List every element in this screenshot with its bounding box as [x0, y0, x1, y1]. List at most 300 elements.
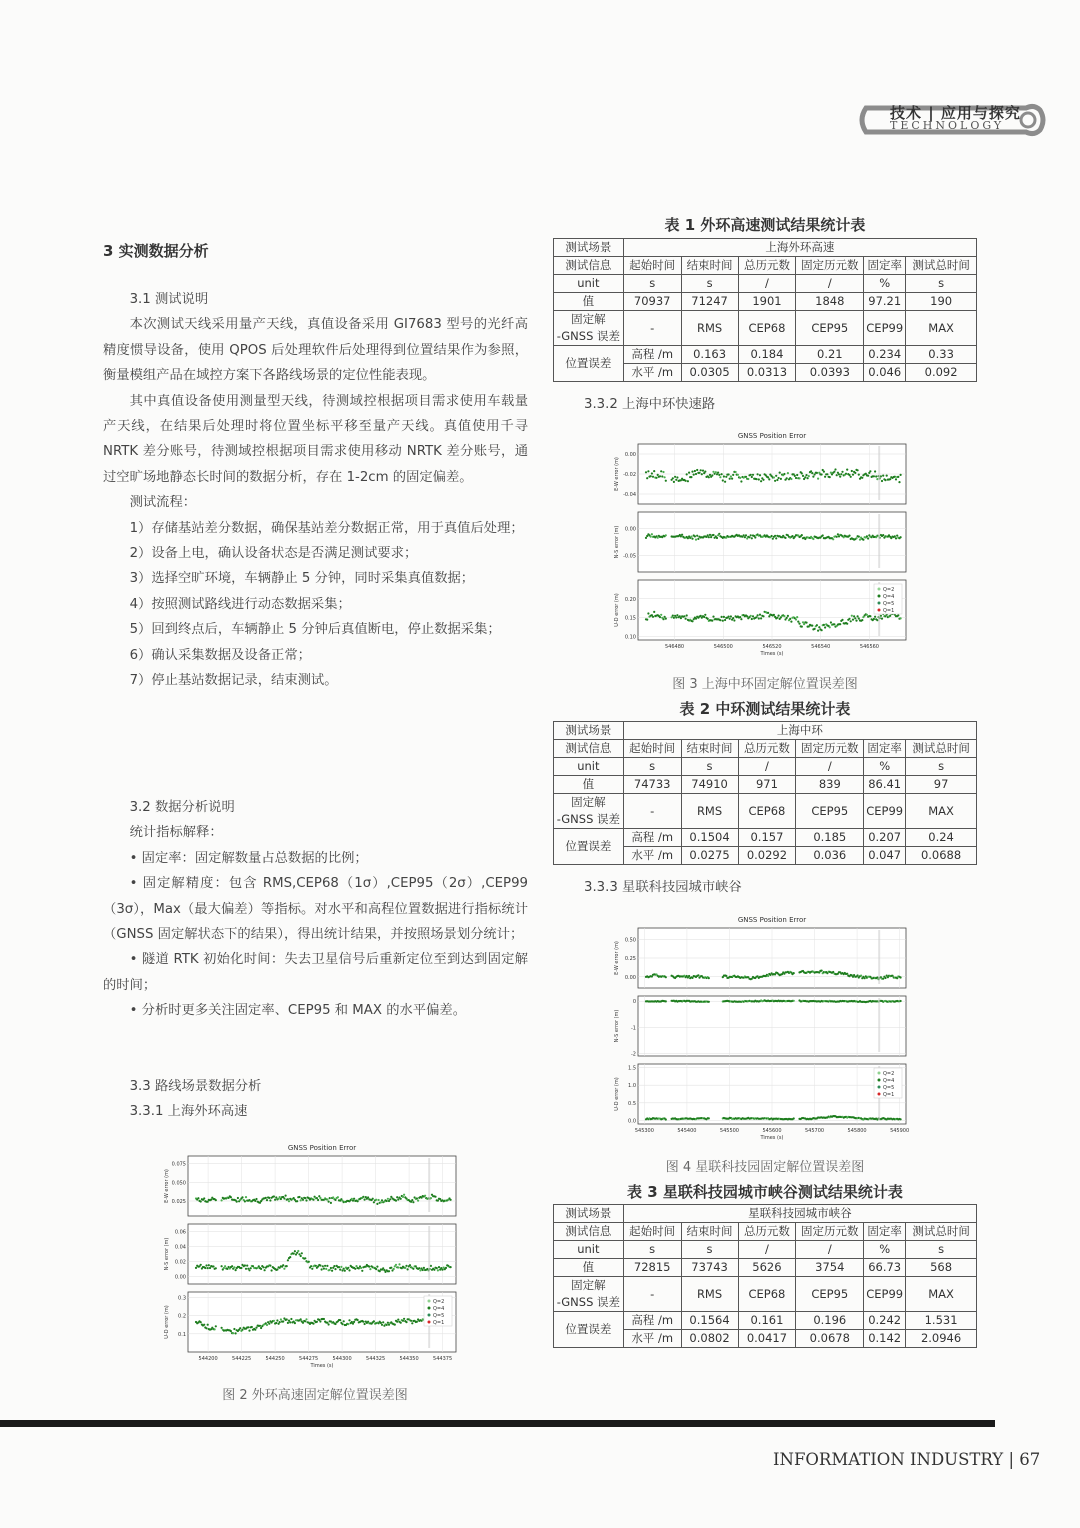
data-point	[729, 478, 731, 480]
data-point	[900, 474, 902, 476]
data-point	[400, 1198, 402, 1200]
metric-header: CEP99	[864, 311, 906, 346]
table-row-label: 测试信息	[554, 1223, 624, 1241]
data-point	[805, 622, 807, 624]
data-point	[759, 614, 761, 616]
data-point	[197, 1197, 199, 1199]
data-point	[647, 470, 649, 472]
data-point	[867, 475, 869, 477]
data-point	[652, 616, 654, 618]
data-point	[319, 1197, 321, 1199]
data-point	[205, 1327, 207, 1329]
data-point	[400, 1322, 402, 1324]
y-tick-label: 0.00	[174, 1274, 186, 1281]
data-point	[241, 1196, 243, 1198]
y-tick-label: 0.06	[174, 1229, 186, 1236]
data-point	[326, 1322, 328, 1324]
table-row-label: 水平 /m	[623, 1330, 681, 1348]
data-point	[273, 1195, 275, 1197]
data-point	[757, 614, 759, 616]
data-point	[282, 1264, 284, 1266]
table-cell: 0.157	[738, 829, 796, 847]
data-point	[725, 476, 727, 478]
column-header: 起始时间	[623, 1223, 681, 1241]
data-point	[778, 615, 780, 617]
data-point	[317, 1199, 319, 1201]
legend-label: Q=5	[883, 1085, 895, 1091]
data-point	[423, 1267, 425, 1269]
data-point	[841, 619, 843, 621]
table-cell: /	[738, 1241, 796, 1259]
subsection-title: 3.1 测试说明	[129, 292, 209, 307]
data-point	[786, 477, 788, 479]
chart-title: GNSS Position Error	[287, 1144, 357, 1152]
data-point	[752, 615, 754, 617]
data-point	[334, 1268, 336, 1270]
data-point	[821, 473, 823, 475]
data-point	[326, 1198, 328, 1200]
data-point	[759, 474, 761, 476]
data-point	[701, 473, 703, 475]
data-point	[807, 477, 809, 479]
table-row-label: 高程 /m	[623, 829, 681, 847]
metric-header: MAX	[906, 311, 977, 346]
data-point	[289, 1256, 291, 1258]
data-point	[361, 1270, 363, 1272]
y-axis-label: U-D error (m)	[614, 1077, 620, 1111]
table-cell: 0.0292	[738, 847, 796, 865]
data-point	[653, 611, 655, 613]
data-point	[312, 1199, 314, 1201]
legend-label: Q=4	[433, 1306, 445, 1312]
table-cell: 568	[906, 1259, 977, 1277]
data-point	[221, 1265, 223, 1267]
metric-header: CEP95	[796, 794, 864, 829]
data-point	[375, 1199, 377, 1201]
data-point	[755, 616, 757, 618]
table-cell: 0.047	[864, 847, 906, 865]
y-tick-label: -0.02	[623, 472, 636, 478]
x-tick-label: 544250	[265, 1356, 285, 1362]
data-point	[329, 1269, 331, 1271]
data-point	[814, 473, 816, 475]
data-point	[845, 473, 847, 475]
data-point	[876, 478, 878, 480]
data-point	[694, 535, 696, 537]
data-point	[200, 1321, 202, 1323]
y-tick-label: 0.3	[178, 1295, 186, 1302]
y-tick-label: 0.0	[628, 1118, 636, 1125]
metric-header: CEP68	[738, 1277, 796, 1312]
data-point	[787, 472, 789, 474]
data-point	[280, 1318, 282, 1320]
y-axis-label: U-D error (m)	[164, 1305, 170, 1339]
data-point	[269, 1265, 271, 1267]
data-point	[851, 615, 853, 617]
x-tick-label: 544200	[198, 1356, 218, 1362]
data-point	[836, 536, 838, 538]
data-point	[348, 1269, 350, 1271]
data-point	[665, 480, 667, 482]
data-point	[279, 1196, 281, 1198]
table-row-label: unit	[554, 758, 624, 776]
data-point	[750, 534, 752, 536]
data-point	[437, 1200, 439, 1202]
data-point	[294, 1250, 296, 1252]
data-point	[697, 538, 699, 540]
data-point	[758, 617, 760, 619]
data-point	[340, 1266, 342, 1268]
data-point	[708, 1001, 710, 1003]
data-point	[693, 474, 695, 476]
data-point	[724, 481, 726, 483]
data-point	[818, 626, 820, 628]
table-row-label	[554, 1277, 624, 1312]
data-point	[688, 472, 690, 474]
table-cell: 0.196	[796, 1312, 864, 1330]
data-point	[396, 1196, 398, 1198]
data-point	[719, 476, 721, 478]
x-tick-label: 546500	[713, 644, 733, 650]
data-point	[351, 1198, 353, 1200]
data-point	[833, 623, 835, 625]
data-point	[808, 475, 810, 477]
data-point	[881, 480, 883, 482]
data-point	[876, 619, 878, 621]
header-subtitle: TECHNOLOGY	[890, 119, 1005, 132]
data-point	[762, 479, 764, 481]
table-cell: 0.036	[796, 847, 864, 865]
subsection-title: 3.3.2 上海中环快速路	[584, 397, 716, 412]
data-point	[316, 1197, 318, 1199]
data-point	[348, 1319, 350, 1321]
data-point	[848, 535, 850, 537]
data-point	[798, 623, 800, 625]
data-point	[210, 1199, 212, 1201]
data-point	[381, 1199, 383, 1201]
flow-title: 测试流程：	[129, 495, 197, 511]
table-cell: 73743	[681, 1259, 738, 1277]
data-point	[248, 1330, 250, 1332]
data-point	[900, 1000, 902, 1002]
data-point	[779, 472, 781, 474]
data-point	[745, 534, 747, 536]
table-cell: 0.234	[864, 346, 906, 364]
stats-table	[553, 238, 977, 382]
data-point	[698, 472, 700, 474]
column-header: 总历元数	[738, 1223, 796, 1241]
paragraph: 本次测试天线采用量产天线，真值设备采用 GI7683 型号的光纤高精度惯导设备，使用 QPOS 后处理软件后处理得到位置结果作为参照，衡量模组产品在域控方案下各路线场景的定位性能表现。	[103, 317, 528, 384]
data-point	[403, 1194, 405, 1196]
metric-header: CEP95	[796, 311, 864, 346]
data-point	[732, 474, 734, 476]
data-point	[838, 473, 840, 475]
data-point	[900, 617, 902, 619]
data-point	[783, 615, 785, 617]
x-tick-label: 544325	[366, 1356, 386, 1362]
legend-label: Q=1	[883, 1092, 895, 1098]
data-point	[276, 1319, 278, 1321]
chart-title: GNSS Position Error	[737, 916, 807, 924]
data-point	[355, 1265, 357, 1267]
data-point	[310, 1265, 312, 1267]
data-point	[881, 618, 883, 620]
data-point	[662, 618, 664, 620]
data-point	[673, 617, 675, 619]
table-cell: 190	[906, 293, 977, 311]
data-point	[215, 1199, 217, 1201]
data-point	[660, 614, 662, 616]
y-tick-label: 0.25	[624, 956, 636, 962]
data-point	[664, 476, 666, 478]
metric-header: RMS	[681, 1277, 738, 1312]
data-point	[364, 1199, 366, 1201]
data-point	[691, 977, 693, 979]
table-cell: 0.33	[906, 346, 977, 364]
metric-header: CEP99	[864, 1277, 906, 1312]
data-point	[703, 616, 705, 618]
data-point	[882, 534, 884, 536]
data-point	[275, 1196, 277, 1198]
x-tick-label: 546540	[811, 644, 831, 650]
y-tick-label: -0.05	[623, 553, 636, 560]
plot-panel	[188, 1156, 456, 1216]
data-point	[343, 1268, 345, 1270]
data-point	[731, 478, 733, 480]
column-header: 结束时间	[681, 257, 738, 275]
data-point	[760, 480, 762, 482]
table-cell: /	[796, 275, 864, 293]
table-title: 表 2 中环测试结果统计表	[679, 700, 851, 718]
data-point	[283, 1197, 285, 1199]
chart-title: GNSS Position Error	[737, 432, 807, 440]
data-point	[715, 471, 717, 473]
data-point	[380, 1322, 382, 1324]
y-tick-label: 1.0	[628, 1083, 636, 1090]
data-point	[311, 1268, 313, 1270]
data-point	[419, 1269, 421, 1271]
data-point	[259, 1325, 261, 1327]
data-point	[772, 538, 774, 540]
data-point	[409, 1264, 411, 1266]
y-axis-label: N-S error (m)	[614, 525, 620, 559]
y-tick-label: 0.02	[174, 1259, 186, 1266]
legend-marker	[428, 1307, 431, 1310]
data-point	[732, 617, 734, 619]
data-point	[791, 535, 793, 537]
data-point	[287, 1259, 289, 1261]
data-point	[214, 1328, 216, 1330]
figure-caption: 图 4 星联科技园固定解位置误差图	[665, 1160, 865, 1175]
data-point	[864, 977, 866, 979]
data-point	[816, 624, 818, 626]
data-point	[405, 1265, 407, 1267]
bullet: • 隧道 RTK 初始化时间：失去卫星信号后重新定位至到达到固定解的时间；	[103, 952, 528, 993]
data-point	[850, 476, 852, 478]
table-cell: 97	[906, 776, 977, 794]
data-point	[650, 475, 652, 477]
data-point	[821, 970, 823, 972]
data-point	[422, 1269, 424, 1271]
metric-header: CEP68	[738, 311, 796, 346]
flow-step: 7）停止基站数据记录，结束测试。	[129, 673, 338, 689]
data-point	[660, 470, 662, 472]
data-point	[889, 478, 891, 480]
table-cell: 0.21	[796, 346, 864, 364]
data-point	[302, 1199, 304, 1201]
x-axis-label: Times (s)	[760, 651, 784, 657]
data-point	[846, 469, 848, 471]
data-point	[436, 1267, 438, 1269]
data-point	[708, 536, 710, 538]
data-point	[789, 618, 791, 620]
data-point	[712, 616, 714, 618]
bullet: • 固定解精度：包含 RMS,CEP68（1σ）,CEP95（2σ）,CEP99（3σ），Max（最大偏差）等指标。对水平和高程位置数据进行指标统计（GNSS 固定解状态下的结果），得出统计结果，并按照场景划分统计；	[103, 876, 528, 943]
table-cell: /	[738, 275, 796, 293]
legend-label: Q=1	[433, 1320, 445, 1326]
data-point	[816, 472, 818, 474]
x-tick-label: 546520	[762, 644, 782, 650]
y-tick-label: 0.050	[171, 1180, 186, 1187]
legend-marker	[878, 602, 881, 605]
table-row-label	[554, 311, 624, 346]
table-row-label: 测试信息	[554, 257, 624, 275]
table-cell: 86.41	[864, 776, 906, 794]
data-point	[353, 1198, 355, 1200]
table-cell: 0.0275	[681, 847, 738, 865]
data-point	[373, 1201, 375, 1203]
data-point	[445, 1267, 447, 1269]
data-point	[675, 479, 677, 481]
data-point	[851, 470, 853, 472]
data-point	[786, 617, 788, 619]
data-point	[737, 474, 739, 476]
data-point	[329, 1197, 331, 1199]
data-point	[240, 1267, 242, 1269]
data-point	[352, 1200, 354, 1202]
flow-step: 2）设备上电，确认设备状态是否满足测试要求；	[129, 546, 418, 562]
data-point	[233, 1328, 235, 1330]
data-point	[708, 977, 710, 979]
data-point	[334, 1199, 336, 1201]
data-point	[323, 1318, 325, 1320]
table-row-label: 高程 /m	[623, 1312, 681, 1330]
data-point	[821, 629, 823, 631]
data-point	[704, 614, 706, 616]
table-cell: 1901	[738, 293, 796, 311]
data-point	[672, 615, 674, 617]
data-point	[282, 1320, 284, 1322]
data-point	[381, 1324, 383, 1326]
table-cell: 70937	[623, 293, 681, 311]
column-header: 固定历元数	[796, 1223, 864, 1241]
data-point	[719, 619, 721, 621]
x-tick-label: 545600	[762, 1128, 782, 1134]
data-point	[752, 474, 754, 476]
data-point	[434, 1196, 436, 1198]
data-point	[245, 1268, 247, 1270]
data-point	[861, 477, 863, 479]
data-point	[653, 470, 655, 472]
table-cell: s	[906, 1241, 977, 1259]
data-point	[208, 1264, 210, 1266]
data-point	[417, 1200, 419, 1202]
data-point	[341, 1323, 343, 1325]
data-point	[812, 476, 814, 478]
table-row-label: unit	[554, 275, 624, 293]
data-point	[896, 535, 898, 537]
table-cell: 66.73	[864, 1259, 906, 1277]
data-point	[793, 1000, 795, 1002]
data-point	[725, 975, 727, 977]
data-point	[659, 475, 661, 477]
data-point	[265, 1197, 267, 1199]
data-point	[783, 473, 785, 475]
data-point	[710, 536, 712, 538]
table-cell: 0.046	[864, 364, 906, 382]
table-cell: 0.0417	[738, 1330, 796, 1348]
data-point	[709, 534, 711, 536]
data-point	[437, 1269, 439, 1271]
table-row-label: 水平 /m	[623, 364, 681, 382]
data-point	[378, 1199, 380, 1201]
data-point	[207, 1267, 209, 1269]
table-cell: 72815	[623, 1259, 681, 1277]
data-point	[721, 473, 723, 475]
column-header: 固定率	[864, 740, 906, 758]
table-cell: 97.21	[864, 293, 906, 311]
data-point	[233, 1266, 235, 1268]
data-point	[857, 469, 859, 471]
data-point	[375, 1268, 377, 1270]
table-cell: 0.163	[681, 346, 738, 364]
data-point	[315, 1265, 317, 1267]
table-cell: 71247	[681, 293, 738, 311]
table-cell: s	[623, 758, 681, 776]
data-point	[711, 474, 713, 476]
data-point	[232, 1332, 234, 1334]
x-tick-label: 545400	[677, 1128, 697, 1134]
table-title: 表 3 星联科技园城市峡谷测试结果统计表	[627, 1183, 903, 1201]
table-row-label: 值	[554, 776, 624, 794]
data-point	[300, 1318, 302, 1320]
x-tick-label: 544275	[299, 1356, 319, 1362]
data-point	[830, 621, 832, 623]
scene-value: 星联科技园城市峡谷	[623, 1205, 976, 1223]
y-tick-label: 0.00	[624, 452, 636, 458]
data-point	[246, 1265, 248, 1267]
data-point	[231, 1265, 233, 1267]
data-point	[394, 1324, 396, 1326]
data-point	[286, 1265, 288, 1267]
data-point	[275, 1322, 277, 1324]
data-point	[416, 1197, 418, 1199]
data-point	[274, 1199, 276, 1201]
data-point	[833, 471, 835, 473]
data-point	[215, 1325, 217, 1327]
data-point	[302, 1322, 304, 1324]
data-point	[801, 472, 803, 474]
x-tick-label: 545900	[890, 1128, 910, 1134]
data-point	[722, 620, 724, 622]
metric-header: MAX	[906, 794, 977, 829]
x-tick-label: 544225	[232, 1356, 252, 1362]
data-point	[283, 1268, 285, 1270]
data-point	[334, 1323, 336, 1325]
data-point	[869, 470, 871, 472]
data-point	[841, 471, 843, 473]
table-cell: s	[681, 1241, 738, 1259]
